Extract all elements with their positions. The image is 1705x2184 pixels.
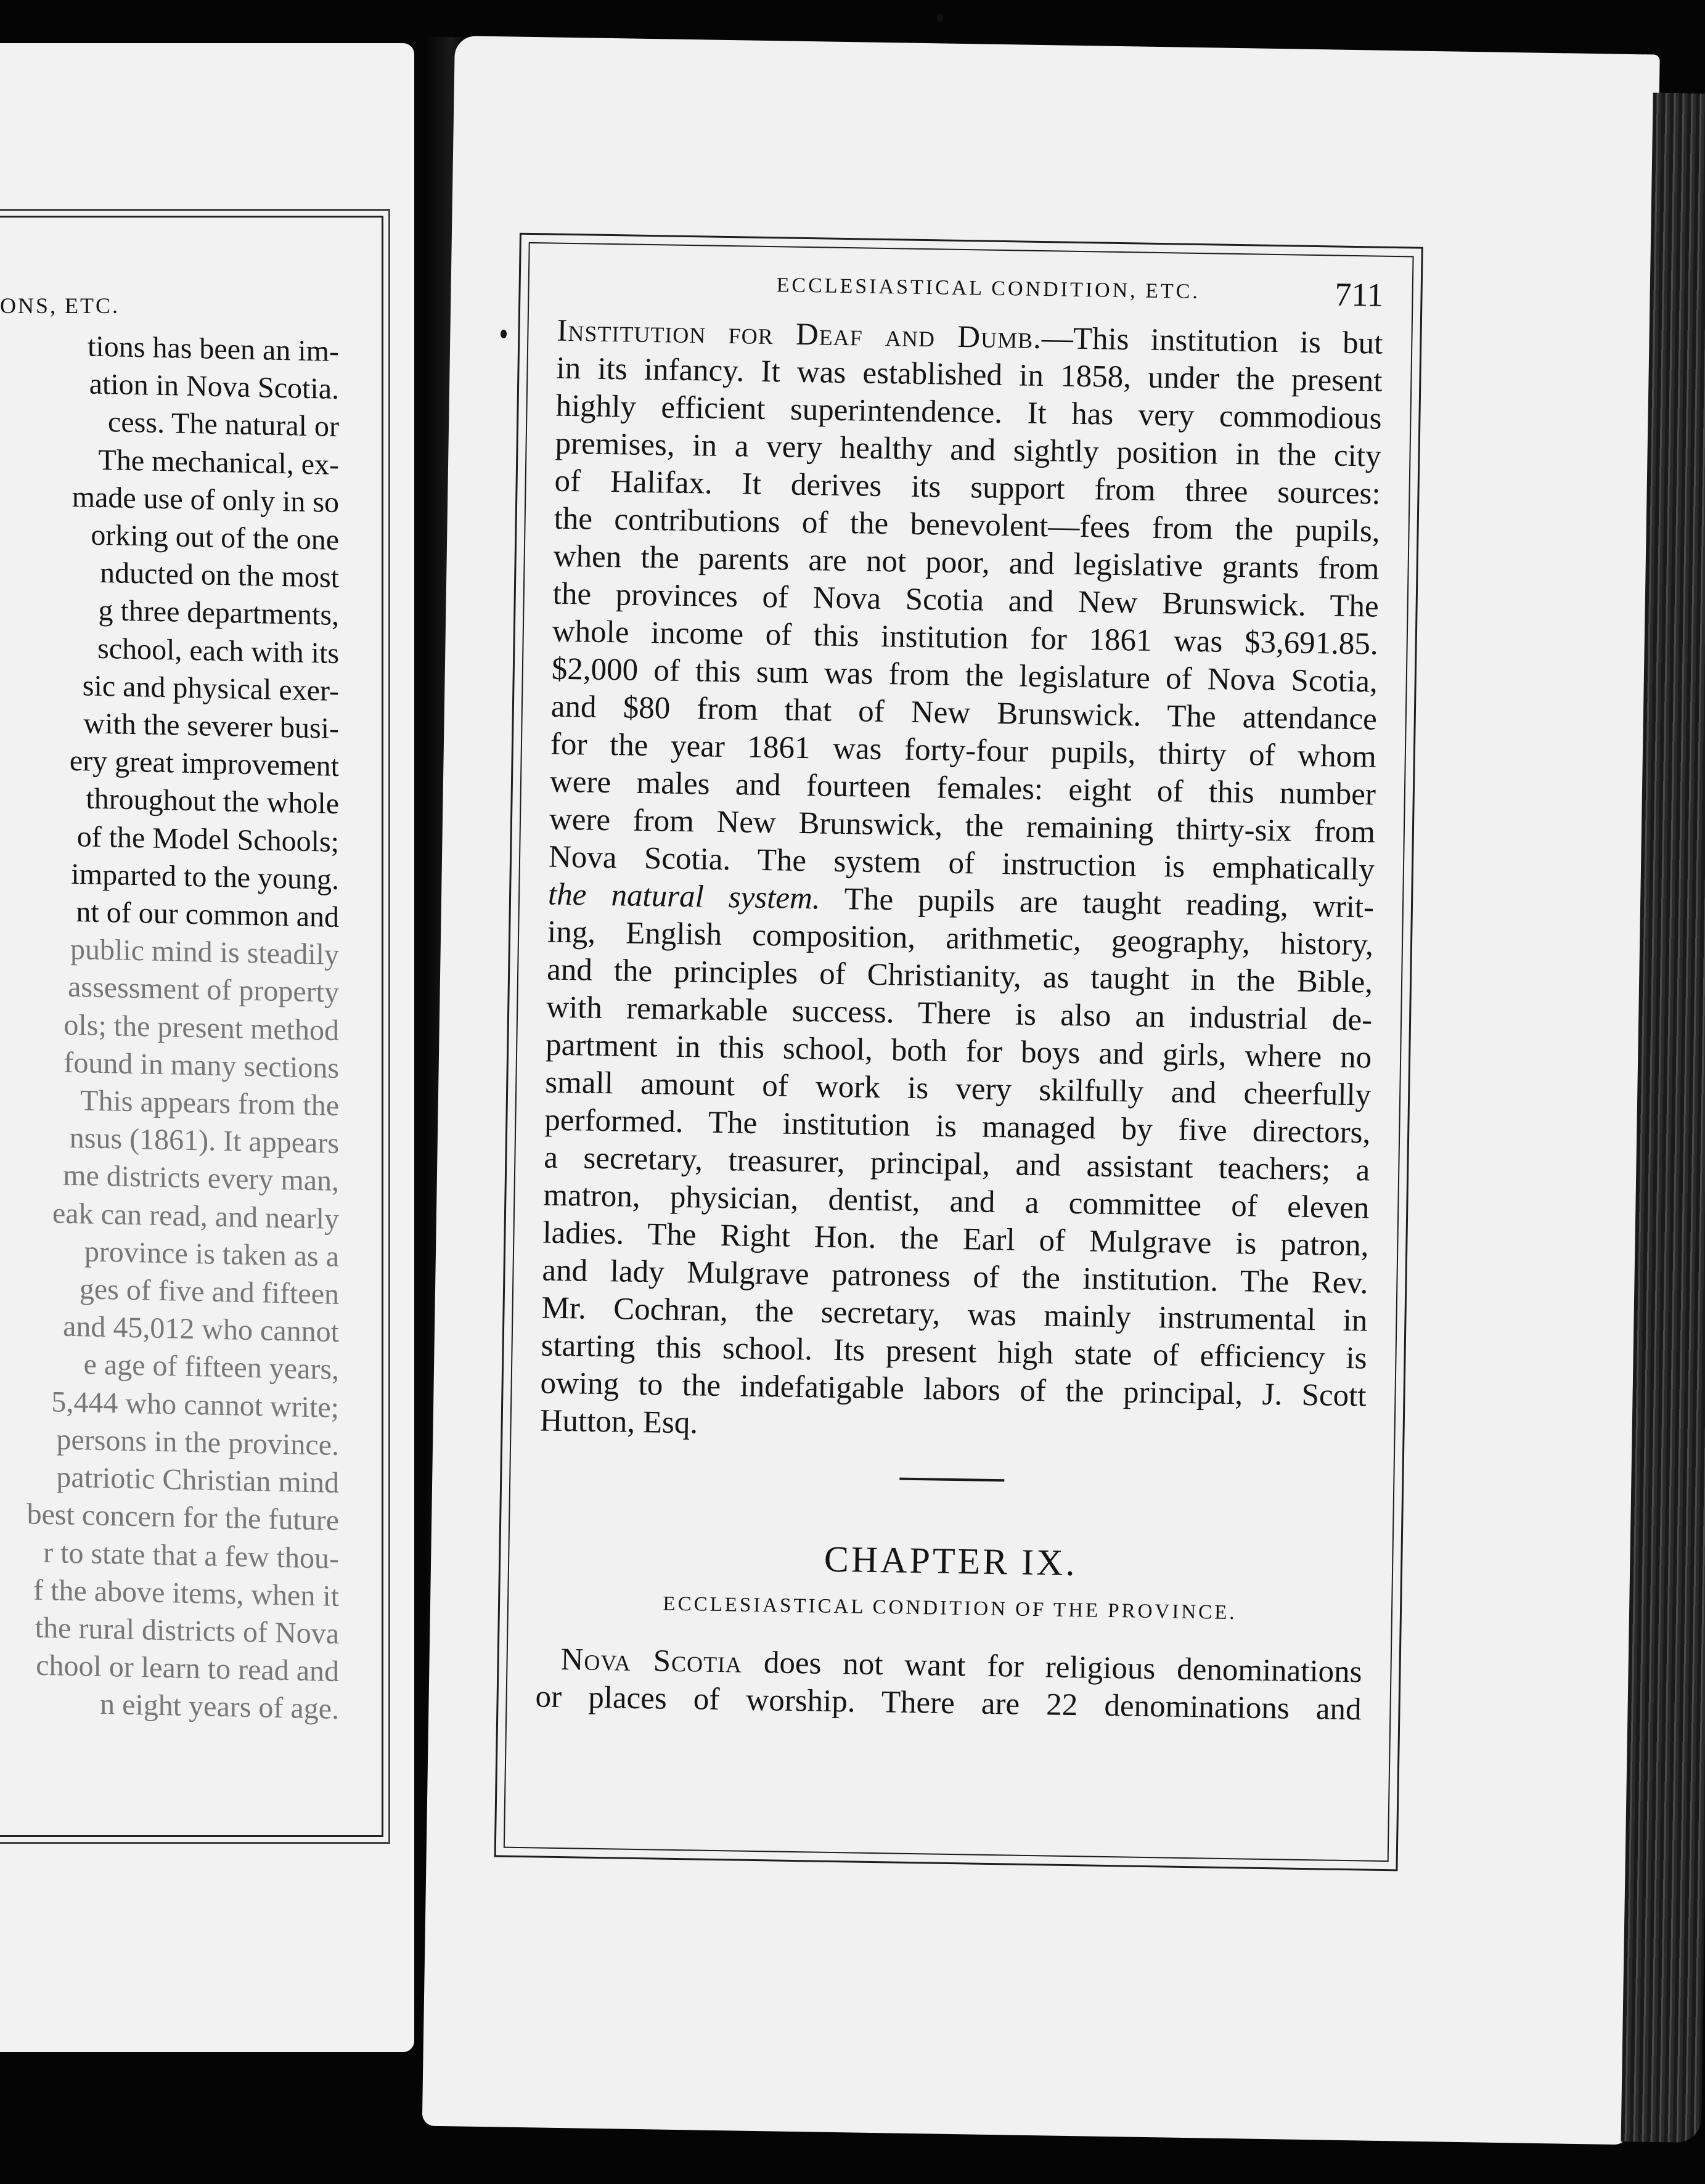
left-text-line: and 45,012 who cannot	[63, 1310, 339, 1349]
running-head-title: ECCLESIASTICAL CONDITION, ETC.	[776, 274, 1201, 304]
left-text-line: n eight years of age.	[100, 1688, 339, 1726]
text-line: in its infancy. It was established in 1858, under the present	[556, 351, 1383, 399]
chapter-opening-paragraph	[535, 1640, 1362, 1729]
text-line: Institution for Deaf and Dumb.—This institution is but	[557, 313, 1383, 361]
text-line: when the parents are not poor, and legislative grants from	[553, 539, 1380, 587]
left-text-line: persons in the province.	[56, 1423, 339, 1462]
text-line: Mr. Cochran, the secretary, was mainly instrumental in	[541, 1290, 1368, 1339]
text-line: ladies. The Right Hon. the Earl of Mulgrave is patron,	[542, 1215, 1369, 1263]
page-content	[535, 263, 1384, 1729]
text-line: the provinces of Nova Scotia and New Brunswick. The	[552, 576, 1380, 624]
left-text-line: ation in Nova Scotia.	[89, 367, 339, 406]
left-text-line: province is taken as a	[84, 1235, 339, 1273]
text-line: Nova Scotia does not want for religious denominations	[560, 1642, 1362, 1690]
left-text-line: r to state that a few thou-	[43, 1536, 339, 1575]
text-line: the contributions of the benevolent—fees from the pupils,	[554, 501, 1380, 549]
left-text-line: made use of only in so	[72, 480, 339, 519]
left-text-line: chool or learn to read and	[36, 1648, 339, 1689]
left-text-line: me districts every man,	[63, 1159, 339, 1198]
page-number: 711	[1335, 275, 1384, 314]
text-line: for the year 1861 was forty-four pupils, thirty of whom	[550, 727, 1377, 775]
left-text-line: patriotic Christian mind	[56, 1461, 339, 1500]
left-text-line: nt of our common and	[76, 895, 339, 934]
text-line: whole income of this institution for 1861 was $3,691.85.	[552, 614, 1379, 662]
left-text-line: ery great improvement	[69, 744, 339, 783]
scan-speck	[937, 14, 943, 22]
left-text-line: 5,444 who cannot write;	[51, 1385, 339, 1424]
main-page	[422, 36, 1660, 2145]
section-deaf-and-dumb	[539, 312, 1383, 1453]
left-text-line: imparted to the young.	[71, 857, 339, 896]
text-line: of Halifax. It derives its support from three sources:	[554, 463, 1381, 511]
section-heading: Institution for Deaf and Dumb.	[557, 313, 1042, 356]
chapter-title: CHAPTER IX.	[824, 1538, 1078, 1584]
text-line: starting this school. Its present high state of efficiency is	[541, 1328, 1367, 1376]
left-text-line: ges of five and fifteen	[79, 1273, 339, 1311]
chapter-subtitle: ECCLESIASTICAL CONDITION OF THE PROVINCE.	[663, 1592, 1237, 1624]
left-text-line: throughout the whole	[86, 782, 339, 821]
left-text-line: g three departments,	[98, 594, 339, 632]
text-line: with remarkable success. There is also an industrial de-	[546, 990, 1373, 1038]
left-text-line: found in many sections	[63, 1046, 339, 1085]
left-text-line: The mechanical, ex-	[98, 443, 339, 481]
text-line: $2,000 of this sum was from the legislature of Nova Scotia,	[551, 651, 1378, 699]
left-text-line: nsus (1861). It appears	[69, 1122, 339, 1160]
left-text-line: public mind is steadily	[70, 933, 339, 972]
left-text-line: e age of fifteen years,	[83, 1348, 339, 1387]
text-line: small amount of work is very skilfully and cheerfully	[544, 1065, 1372, 1113]
left-facing-page	[0, 43, 414, 2052]
text-line: and $80 from that of New Brunswick. The attendance	[550, 689, 1378, 737]
text-line: a secretary, treasurer, principal, and assistant teachers; a	[543, 1140, 1370, 1188]
scan-speck	[501, 330, 507, 338]
text-line: Nova Scotia. The system of instruction is emphatically	[548, 839, 1375, 887]
section-divider	[899, 1478, 1004, 1482]
text-line: premises, in a very healthy and sightly position in the city	[555, 426, 1381, 474]
left-page-text	[0, 325, 339, 1728]
chapter-lead-words: Nova Scotia	[560, 1642, 743, 1680]
left-text-line: eak can read, and nearly	[52, 1196, 339, 1236]
left-text-line: This appears from the	[80, 1084, 339, 1123]
text-line: the natural system. The pupils are taught reading, writ-	[547, 877, 1375, 925]
left-text-line: ols; the present method	[63, 1008, 339, 1047]
left-text-line: with the severer busi-	[83, 707, 339, 746]
text-line: Hutton, Esq.	[539, 1403, 698, 1441]
text-line: partment in this school, both for boys and girls, where no	[545, 1027, 1372, 1075]
text-line: highly efficient superintendence. It has very commodious	[555, 388, 1382, 436]
left-text-line: nducted on the most	[100, 556, 339, 595]
text-line: matron, physician, dentist, and a committee of eleven	[543, 1178, 1370, 1226]
page-edge-stack	[1621, 93, 1705, 2143]
left-text-line: f the above items, when it	[33, 1573, 339, 1613]
left-text-line: best concern for the future	[27, 1497, 339, 1538]
left-running-head: ONS, ETC.	[0, 293, 120, 318]
left-text-line: school, each with its	[97, 632, 339, 670]
page-frame	[494, 233, 1423, 1872]
text-line: or places of worship. There are 22 denominations and	[535, 1679, 1362, 1727]
text-line: were from New Brunswick, the remaining thirty-six from	[549, 802, 1376, 850]
text-line: and the principles of Christianity, as taught in the Bible,	[546, 952, 1373, 1000]
left-text-line: of the Model Schools;	[76, 820, 339, 858]
left-text-line: cess. The natural or	[108, 405, 339, 444]
text-line: were males and fourteen females: eight of this number	[549, 764, 1376, 812]
italic-phrase: the natural system.	[547, 877, 821, 916]
text-line: owing to the indefatigable labors of the principal, J. Scott	[540, 1366, 1367, 1414]
left-text-line: the rural districts of Nova	[35, 1611, 339, 1650]
text-line: ing, English composition, arithmetic, geography, history,	[547, 915, 1374, 963]
text-line: and lady Mulgrave patroness of the institution. The Rev.	[542, 1253, 1368, 1301]
left-text-line: assessment of property	[68, 971, 339, 1009]
left-text-line: tions has been an im-	[88, 330, 339, 368]
left-text-line: sic and physical exer-	[82, 669, 339, 707]
left-text-line: orking out of the one	[91, 518, 339, 557]
text-line: performed. The institution is managed by five directors,	[544, 1102, 1371, 1151]
